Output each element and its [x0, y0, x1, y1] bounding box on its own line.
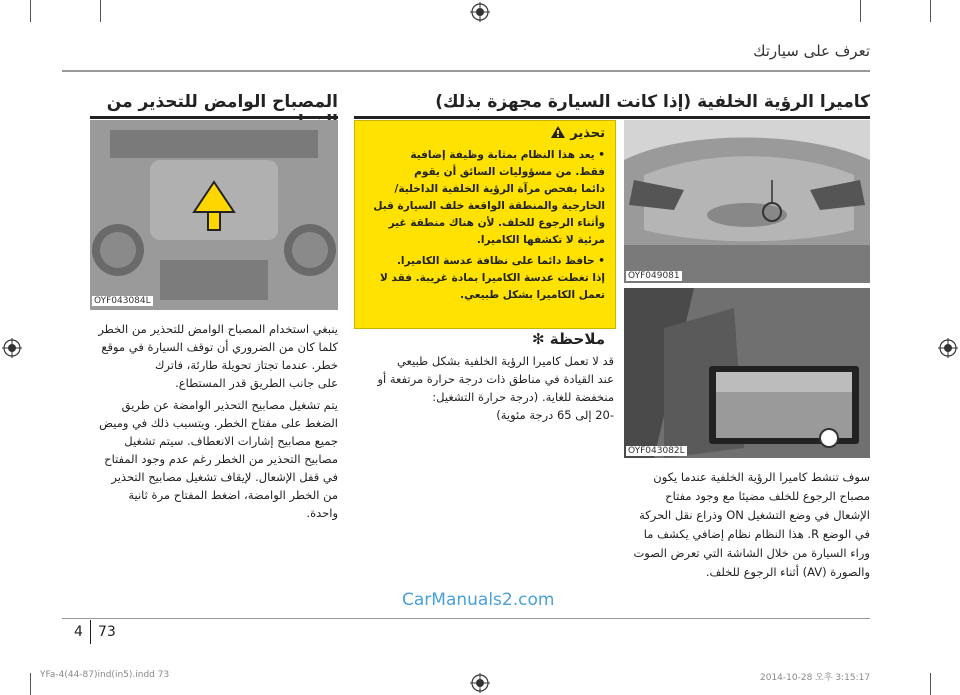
hazard-body-line: خطر. عندما تجتاز تحويلة طارئة، فاترك	[154, 358, 338, 372]
warning-line: دائما بفحص مرآة الرؤية الخلفية الداخلية/	[394, 183, 605, 195]
hazard-switch-photo	[90, 120, 338, 310]
warning-line: • حافظ دائما على نظافة عدسة الكاميرا.	[396, 255, 605, 267]
registration-mark-icon	[938, 338, 958, 358]
hazard-body-line: كلما كان من الضروري أن توقف السيارة في موقع	[101, 340, 338, 354]
note-title: ملاحظة ✻	[531, 330, 605, 348]
hazard-body-line: جميع مصابيح إشارات الانعطاف. سيتم تشغيل	[124, 434, 338, 448]
registration-mark-icon	[2, 338, 22, 358]
rear-camera-body-line: والصورة (AV) أثناء الرجوع للخلف.	[705, 565, 870, 579]
watermark-link[interactable]: CarManuals2.com	[402, 590, 555, 610]
crop-mark	[100, 0, 101, 22]
car-rear-photo	[624, 120, 870, 283]
photo-caption: OYF049081	[628, 271, 680, 281]
note-line: منخفضة للغاية. (درجة حرارة التشغيل:	[432, 390, 614, 404]
crop-mark	[860, 0, 861, 22]
warning-box	[354, 120, 616, 329]
rear-camera-title: كاميرا الرؤية الخلفية (إذا كانت السيارة مجهزة بذلك)	[435, 92, 870, 112]
crop-mark	[30, 0, 31, 22]
note-line: قد لا تعمل كاميرا الرؤية الخلفية بشكل طبيعي	[396, 354, 614, 368]
registration-mark-icon	[470, 673, 490, 693]
crop-mark	[930, 0, 931, 22]
hazard-body-line: الضغط على مفتاح الخطر. ويتسبب ذلك في وميض	[99, 416, 338, 430]
page-number: 73	[98, 624, 116, 640]
note-line: -20 إلى 65 درجة مئوية)	[496, 408, 614, 422]
print-footer-file: YFa-4(44-87)ind(in5).indd 73	[40, 670, 170, 680]
warning-title: تحذير	[550, 125, 605, 141]
print-footer-date: 2014-10-28 오후 3:15:17	[760, 673, 871, 683]
hazard-title: المصباح الوامض للتحذير من	[106, 92, 338, 112]
warning-line: الخارجية والمنطقة الواقعة خلف السيارة قبل	[373, 200, 605, 212]
section-rule	[354, 116, 870, 119]
rear-camera-body-line: سوف تنشط كاميرا الرؤية الخلفية عندما يكون	[653, 470, 870, 484]
warning-line: مرئية لا تكشفها الكاميرا.	[476, 234, 605, 246]
rear-camera-body-line: الإشعال في وضع التشغيل ON وذراع نقل الحركة	[639, 508, 870, 522]
header-rule	[62, 70, 870, 72]
chapter-title: تعرف على سيارتك	[753, 42, 870, 60]
page-number-divider	[90, 620, 91, 644]
rear-camera-body-line: في الوضع R. هذا النظام نظام إضافي يكشف ما	[643, 527, 870, 541]
rear-camera-body-line: وراء السيارة من خلال الشاشة التي تعرض الصوت	[633, 546, 870, 560]
warning-line: إذا تغطت عدسة الكاميرا بمادة غريبة. فقد لا	[380, 272, 605, 284]
page-number-chapter: 4	[74, 624, 83, 640]
gearshift-screen-photo	[624, 288, 870, 458]
warning-triangle-icon	[550, 125, 566, 139]
crop-mark	[30, 673, 31, 695]
section-rule	[90, 116, 338, 119]
hazard-body-line: مصابيح التحذير من الخطر رغم عدم وجود المفتاح	[104, 452, 338, 466]
registration-mark-icon	[470, 2, 490, 22]
rear-camera-body-line: مصباح الرجوع للخلف مضيئا مع وجود مفتاح	[665, 489, 870, 503]
photo-caption: OYF043084L	[94, 296, 151, 306]
warning-line: فقط. من مسؤوليات السائق أن يقوم	[414, 166, 605, 178]
warning-line: • يعد هذا النظام بمثابة وظيفة إضافية	[410, 149, 605, 161]
photo-caption: OYF043082L	[628, 446, 685, 456]
hazard-body-line: على جانب الطريق قدر المستطاع.	[175, 376, 338, 390]
hazard-body-line: واحدة.	[306, 506, 338, 520]
warning-line: تعمل الكاميرا بشكل طبيعي.	[460, 289, 605, 301]
footer-rule	[62, 618, 870, 619]
hazard-body-line: في قفل الإشعال. لإيقاف تشغيل مصابيح التحذير	[111, 470, 338, 484]
warning-line: وأثناء الرجوع للخلف. لأن هناك منطقة غير	[388, 217, 605, 229]
hazard-body-line: من الخطر الوامضة، اضغط المفتاح مرة ثانية	[128, 488, 338, 502]
note-line: عند القيادة في مناطق ذات درجة حرارة مرتفعة أو	[377, 372, 614, 386]
crop-mark	[930, 673, 931, 695]
hazard-body-line: ينبغي استخدام المصباح الوامض للتحذير من الخطر	[98, 322, 338, 336]
asterisk-icon: ✻	[531, 330, 545, 348]
hazard-body-line: يتم تشغيل مصابيح التحذير الوامضة عن طريق	[121, 398, 338, 412]
